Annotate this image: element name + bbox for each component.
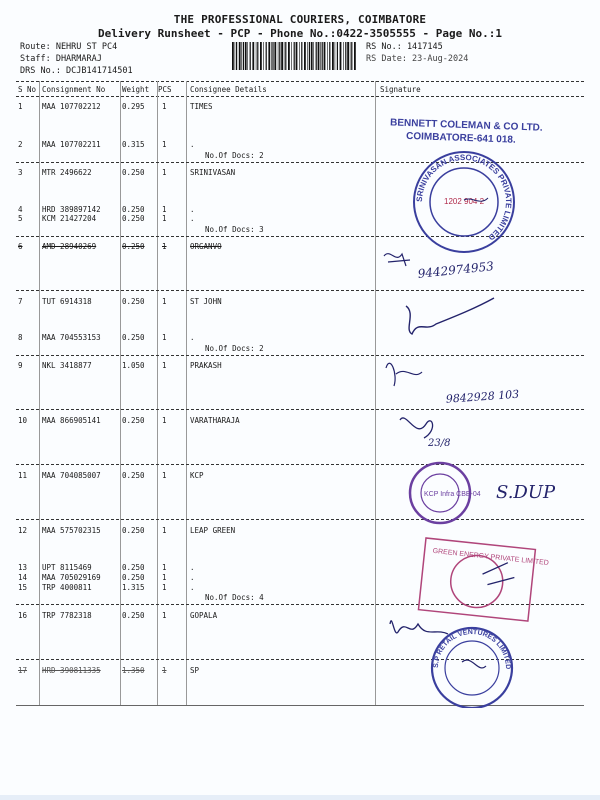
signature-row10 (400, 418, 433, 438)
rs-date: RS Date: 23-Aug-2024 (366, 54, 469, 64)
consignment-cell: UPT 8115469 (42, 563, 92, 572)
sno-cell: 6 (18, 242, 23, 251)
table-top-rule (16, 81, 584, 82)
weight-cell: 0.250 (122, 563, 145, 572)
weight-cell: 1.050 (122, 361, 145, 370)
pcs-cell: 1 (162, 242, 167, 251)
weight-cell: 0.250 (122, 205, 145, 214)
pcs-cell: 1 (162, 416, 167, 425)
header-weight: Weight (122, 85, 150, 94)
runsheet-subtitle: Delivery Runsheet - PCP - Phone No.:0422-3505555 - Page No.:1 (98, 27, 502, 40)
col-divider (39, 81, 40, 705)
weight-cell: 0.250 (122, 333, 145, 342)
header-sno: S No (18, 85, 37, 94)
weight-cell: 0.315 (122, 140, 145, 149)
consignment-cell: MAA 575702315 (42, 526, 101, 535)
consignee-cell: . (190, 563, 195, 572)
pcs-cell: 1 (162, 140, 167, 149)
pcs-cell: 1 (162, 666, 167, 675)
sno-cell: 9 (18, 361, 23, 370)
consignee-cell: GOPALA (190, 611, 218, 620)
consignment-cell: MAA 107702211 (42, 140, 101, 149)
consignee-cell: ORGANVO (190, 242, 222, 251)
consignee-cell: SP (190, 666, 200, 675)
sp-retail-stamp (432, 628, 512, 708)
sno-cell: 3 (18, 168, 23, 177)
weight-cell: 1.350 (122, 666, 145, 675)
col-divider (120, 81, 121, 705)
signature-row7 (406, 298, 494, 334)
srinivasan-stamp-text: SRINIVASAN ASSOCIATES PRIVATE LIMITED (414, 152, 514, 243)
weight-cell: 0.250 (122, 297, 145, 306)
kcp-stamp-text: KCP Infra CBE-04 (424, 491, 481, 498)
signature-row11: S.DUP (496, 482, 556, 503)
consignment-cell: KCM 21427204 (42, 214, 97, 223)
note-row10: 23/8 (428, 438, 451, 449)
sno-cell: 4 (18, 205, 23, 214)
consignee-cell: . (190, 573, 195, 582)
header-consignment: Consignment No (42, 85, 106, 94)
sno-cell: 13 (18, 563, 28, 572)
weight-cell: 0.250 (122, 214, 145, 223)
sno-cell: 16 (18, 611, 28, 620)
signature-row9 (386, 363, 422, 386)
sno-cell: 10 (18, 416, 28, 425)
consignment-cell: TRP 4000811 (42, 583, 92, 592)
pcs-cell: 1 (162, 611, 167, 620)
sno-cell: 5 (18, 214, 23, 223)
consignee-cell: PRAKASH (190, 361, 222, 370)
consignment-cell: AMD 28940269 (42, 242, 97, 251)
consignee-cell: ST JOHN (190, 297, 222, 306)
stamp-date: 1202 904 2 (444, 197, 485, 206)
bennett-stamp-line2: COIMBATORE-641 018. (405, 130, 516, 146)
page-edge (0, 795, 600, 800)
phone-handwriting-2: 9842928 103 (445, 387, 520, 406)
consignee-cell: . (190, 140, 195, 149)
sno-cell: 17 (18, 666, 28, 675)
consignment-cell: TUT 6914318 (42, 297, 92, 306)
col-divider (157, 81, 158, 705)
green-stamp-text: GREEN ENERGY PRIVATE LIMITED (432, 547, 550, 567)
green-energy-stamp (418, 538, 550, 623)
consignee-cell: . (190, 583, 195, 592)
route-label: Route: NEHRU ST PC4 (20, 42, 118, 52)
sno-cell: 2 (18, 140, 23, 149)
weight-cell: 0.295 (122, 102, 145, 111)
consignment-cell: HRD 390811335 (42, 666, 101, 675)
weight-cell: 0.250 (122, 471, 145, 480)
sno-cell: 1 (18, 102, 23, 111)
consignee-cell: VARATHARAJA (190, 416, 240, 425)
sno-cell: 12 (18, 526, 28, 535)
pcs-cell: 1 (162, 214, 167, 223)
kcp-stamp (410, 463, 481, 523)
docs-count: No.Of Docs: 4 (205, 593, 264, 602)
signature-row16 (390, 621, 448, 634)
barcode (232, 42, 358, 70)
weight-cell: 0.250 (122, 242, 145, 251)
pcs-cell: 1 (162, 333, 167, 342)
pcs-cell: 1 (162, 583, 167, 592)
weight-cell: 0.250 (122, 573, 145, 582)
consignment-cell: MTR 2496622 (42, 168, 92, 177)
srinivasan-stamp (414, 152, 514, 252)
consignment-cell: NKL 3418877 (42, 361, 92, 370)
pcs-cell: 1 (162, 297, 167, 306)
consignee-cell: TIMES (190, 102, 213, 111)
consignment-cell: MAA 866905141 (42, 416, 101, 425)
consignee-cell: KCP (190, 471, 204, 480)
pcs-cell: 1 (162, 205, 167, 214)
consignee-cell: LEAP GREEN (190, 526, 236, 535)
header-pcs: PCS (158, 85, 172, 94)
weight-cell: 0.250 (122, 416, 145, 425)
sno-cell: 11 (18, 471, 28, 480)
consignment-cell: MAA 704553153 (42, 333, 101, 342)
consignment-cell: MAA 107702212 (42, 102, 101, 111)
consignment-cell: MAA 704085007 (42, 471, 101, 480)
bennett-stamp-line1: BENNETT COLEMAN & CO LTD. (389, 117, 543, 134)
weight-cell: 0.250 (122, 611, 145, 620)
consignment-cell: TRP 7782318 (42, 611, 92, 620)
staff-label: Staff: DHARMARAJ (20, 54, 102, 64)
consignee-cell: . (190, 214, 195, 223)
docs-count: No.Of Docs: 3 (205, 225, 264, 234)
sno-cell: 15 (18, 583, 28, 592)
phone-handwriting: 9442974953 (417, 259, 495, 281)
table-header-rule (16, 96, 584, 97)
docs-count: No.Of Docs: 2 (205, 151, 264, 160)
sno-cell: 7 (18, 297, 23, 306)
pcs-cell: 1 (162, 526, 167, 535)
sno-cell: 14 (18, 573, 28, 582)
header-signature: Signature (380, 85, 421, 94)
pcs-cell: 1 (162, 563, 167, 572)
drs-number: DRS No.: DCJB141714501 (20, 66, 133, 76)
company-title: THE PROFESSIONAL COURIERS, COIMBATORE (173, 13, 427, 26)
docs-count: No.Of Docs: 2 (205, 344, 264, 353)
pcs-cell: 1 (162, 102, 167, 111)
consignment-cell: MAA 705029169 (42, 573, 101, 582)
pcs-cell: 1 (162, 361, 167, 370)
header-consignee: Consignee Details (190, 85, 267, 94)
svg-text:S.P RETAIL VENTURES LIMITED (433, 629, 511, 669)
sno-cell: 8 (18, 333, 23, 342)
weight-cell: 0.250 (122, 168, 145, 177)
pcs-cell: 1 (162, 168, 167, 177)
rs-number: RS No.: 1417145 (366, 42, 443, 52)
weight-cell: 1.315 (122, 583, 145, 592)
pcs-cell: 1 (162, 471, 167, 480)
signature-column (376, 98, 600, 708)
consignment-cell: HRD 389897142 (42, 205, 101, 214)
weight-cell: 0.250 (122, 526, 145, 535)
consignee-cell: . (190, 333, 195, 342)
sp-stamp-text: S.P RETAIL VENTURES LIMITED (432, 628, 512, 670)
col-divider (186, 81, 187, 705)
consignee-cell: . (190, 205, 195, 214)
pcs-cell: 1 (162, 573, 167, 582)
consignee-cell: SRINIVASAN (190, 168, 236, 177)
signature-row6 (384, 254, 410, 266)
